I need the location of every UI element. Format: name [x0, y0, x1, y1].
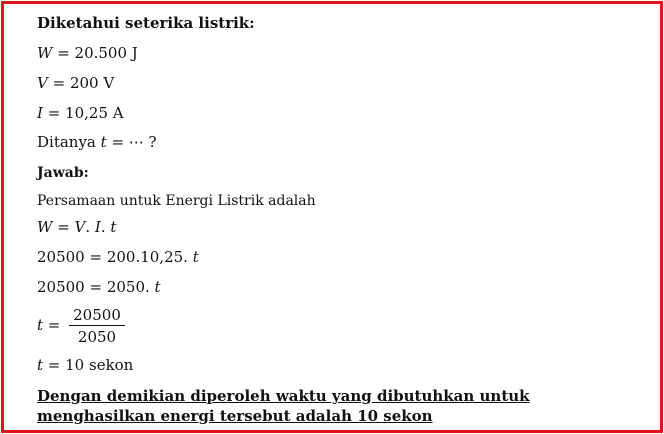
voltage-value: = 200 V — [47, 74, 115, 92]
formula-eq: = — [52, 218, 75, 236]
question-line — [37, 133, 157, 151]
fraction-eq: = — [43, 316, 66, 334]
result-line — [37, 356, 133, 374]
formula-i: I — [94, 218, 101, 236]
formula-dot-2: . — [100, 218, 111, 236]
result-t: t — [37, 356, 44, 374]
conclusion-text: Dengan demikian diperoleh waktu yang dibutuhkan untuk menghasilkan energi tersebut adalah 10 sekon — [37, 387, 530, 425]
substitution-step — [37, 248, 199, 266]
formula-dot-1: . — [85, 218, 95, 236]
formula-w: W — [37, 218, 53, 236]
fraction-t: t — [37, 316, 44, 334]
fraction — [69, 306, 125, 346]
formula-t: t — [110, 218, 117, 236]
known-current — [37, 104, 124, 122]
energy-formula — [37, 218, 116, 236]
substitution-t: t — [192, 248, 199, 266]
question-symbol: t — [100, 133, 107, 151]
simplification-t: t — [154, 278, 161, 296]
voltage-symbol: V — [37, 74, 48, 92]
fraction-numerator: 20500 — [69, 306, 125, 326]
simplification-text: 20500 = 2050. — [37, 278, 155, 296]
answer-label: Jawab: — [37, 165, 89, 181]
current-symbol: I — [37, 104, 43, 122]
energy-symbol: W — [37, 44, 53, 62]
known-voltage — [37, 74, 114, 92]
question-value: = ⋯ ? — [106, 133, 157, 151]
known-energy — [37, 44, 138, 62]
answer-intro: Persamaan untuk Energi Listrik adalah — [37, 193, 316, 209]
fraction-step — [37, 306, 125, 346]
energy-value: = 20.500 J — [52, 44, 138, 62]
formula-v: V — [74, 218, 86, 236]
simplification-step — [37, 278, 161, 296]
fraction-denominator: 2050 — [77, 328, 117, 346]
current-value: = 10,25 A — [42, 104, 124, 122]
substitution-text: 20500 = 200.10,25. — [37, 248, 193, 266]
known-title: Diketahui seterika listrik: — [37, 14, 255, 32]
result-value: = 10 sekon — [43, 356, 134, 374]
question-prefix: Ditanya — [37, 133, 101, 151]
